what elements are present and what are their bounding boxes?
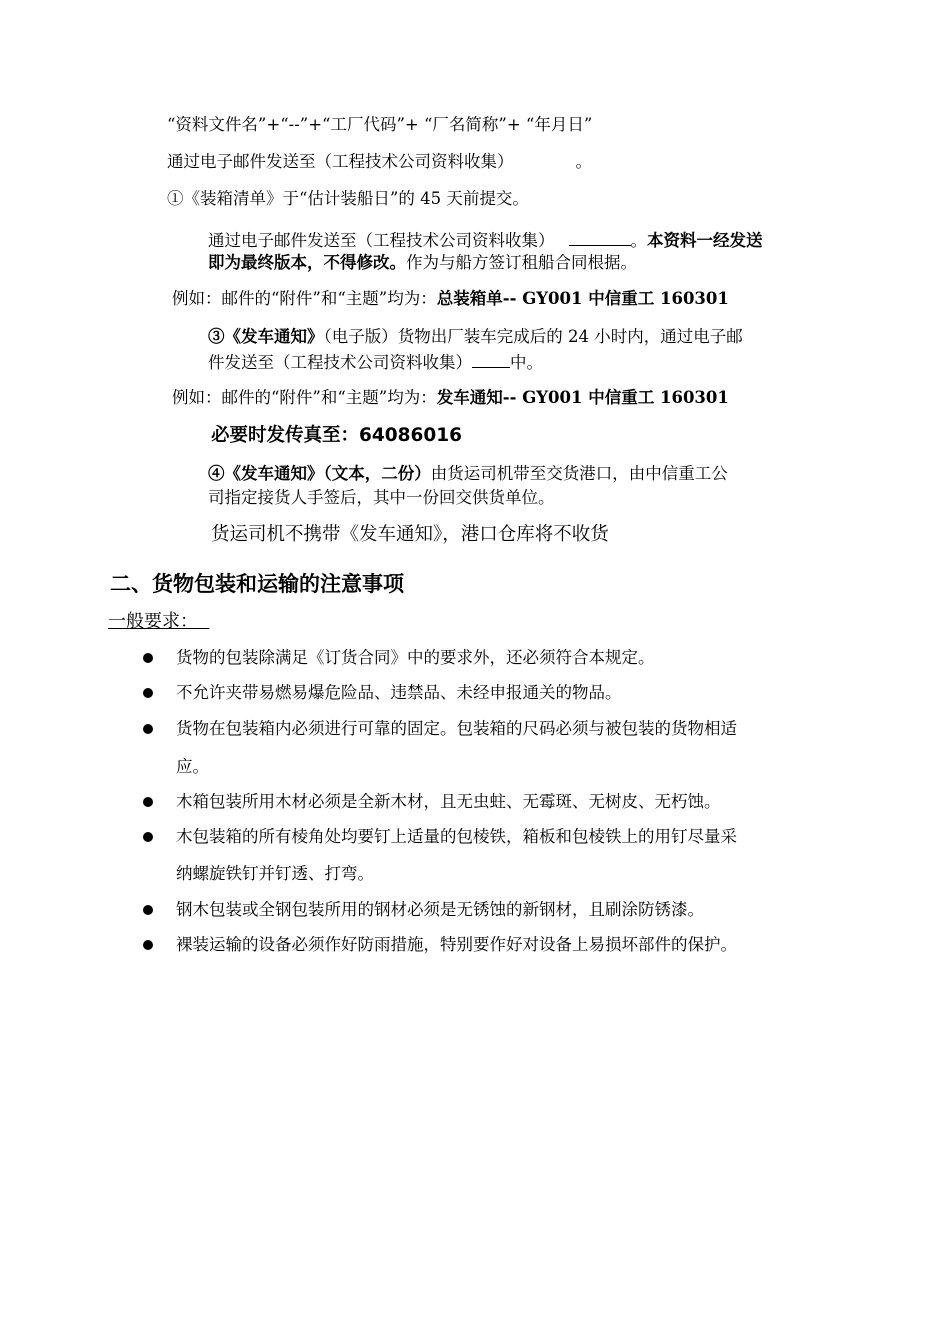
item3-line2-b: 中。	[510, 353, 543, 372]
item1-tail-text: 作为与船方签订租船合同根据。	[406, 253, 637, 272]
item4-line	[208, 462, 728, 486]
blank-underline	[472, 349, 510, 368]
list-item-text: 木包装箱的所有棱角处均要钉上适量的包棱铁，箱板和包棱铁上的用钉尽量采	[176, 827, 737, 846]
bullet-dot-icon	[143, 653, 153, 663]
email-send-text: 通过电子邮件发送至（工程技术公司资料收集）	[167, 152, 514, 171]
fax-note: 必要时发传真至：64086016	[211, 425, 462, 446]
item1-line2	[208, 251, 637, 275]
list-item-text: 不允许夹带易燃易爆危险品、违禁品、未经申报通关的物品。	[176, 683, 622, 702]
bullet-dot-icon	[143, 832, 153, 842]
blank-underline	[569, 227, 631, 246]
item1-bold-text: 本资料一经发送	[647, 231, 763, 250]
item4-text: 由货运司机带至交货港口，由中信重工公	[430, 464, 728, 483]
list-item-text-cont: 纳螺旋铁钉并钉透、打弯。	[176, 864, 374, 883]
example2-prefix: 例如：邮件的“附件”和“主题”均为：	[172, 388, 437, 407]
item1-line: ①《装箱清单》于“估计装船日”的 45 天前提交。	[167, 189, 529, 208]
list-item-text: 钢木包装或全钢包装所用的钢材必须是无锈蚀的新钢材，且刷涂防锈漆。	[176, 900, 704, 919]
section-subheading-text: 一般要求：	[108, 611, 198, 632]
list-item-text: 货物的包装除满足《订货合同》中的要求外，还必须符合本规定。	[176, 648, 655, 667]
example2-value: 发车通知-- GY001 中信重工 160301	[436, 388, 729, 407]
email-send-end: 。	[575, 152, 592, 171]
section-heading: 二、货物包装和运输的注意事项	[110, 572, 404, 596]
item1-email-text: 通过电子邮件发送至（工程技术公司资料收集）	[208, 231, 555, 250]
example1-value: 总装箱单-- GY001 中信重工 160301	[436, 289, 729, 308]
driver-note: 货运司机不携带《发车通知》，港口仓库将不收货	[211, 524, 609, 545]
bullet-dot-icon	[143, 940, 153, 950]
list-item-text: 木箱包装所用木材必须是全新木材，且无虫蛀、无霉斑、无树皮、无朽蚀。	[176, 792, 721, 811]
item3-line2	[208, 349, 543, 375]
item1-email-end: 。	[630, 231, 647, 250]
item1-email-line	[208, 227, 763, 253]
list-item-text: 货物在包装箱内必须进行可靠的固定。包装箱的尺码必须与被包装的货物相适	[176, 719, 737, 738]
list-item-text: 裸装运输的设备必须作好防雨措施，特别要作好对设备上易损坏部件的保护。	[176, 935, 737, 954]
bullet-dot-icon	[143, 688, 153, 698]
item3-line2-a: 件发送至（工程技术公司资料收集）	[208, 353, 472, 372]
email-send-line	[167, 150, 592, 174]
example1-prefix: 例如：邮件的“附件”和“主题”均为：	[172, 289, 437, 308]
filename-format-line: “资料文件名”+“--”+“工厂代码”+ “厂名简称”+ “年月日”	[167, 115, 593, 134]
list-item-text-cont: 应。	[176, 757, 209, 776]
bullet-dot-icon	[143, 724, 153, 734]
item1-bold-text2: 即为最终版本，不得修改。	[208, 253, 406, 272]
item3-line	[208, 325, 743, 349]
item4-line2: 司指定接货人手签后，其中一份回交供货单位。	[208, 488, 555, 507]
example2-line	[172, 386, 729, 410]
bullet-dot-icon	[143, 797, 153, 807]
example1-line	[172, 287, 729, 311]
item3-text: （电子版）货物出厂装车完成后的 24 小时内，通过电子邮	[323, 327, 743, 346]
item3-bold: ③《发车通知》	[208, 327, 324, 346]
section-subheading	[108, 610, 209, 634]
item4-bold: ④《发车通知》（文本，二份）	[208, 464, 431, 483]
bullet-dot-icon	[143, 905, 153, 915]
